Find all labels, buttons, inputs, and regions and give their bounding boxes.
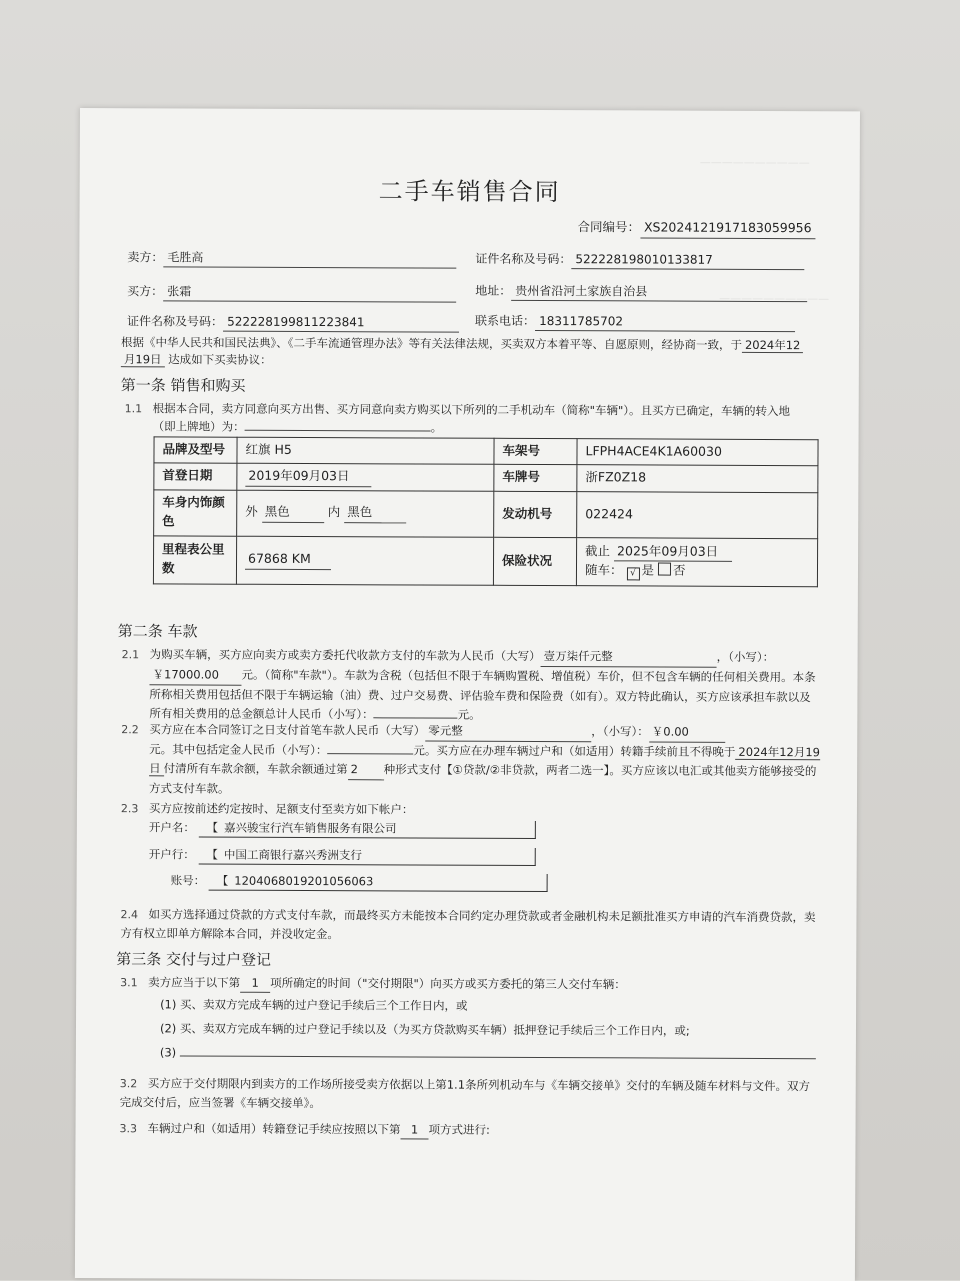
registration-place-field (245, 429, 431, 431)
preamble-text-b: 达成如下买卖协议： (168, 352, 272, 368)
engine-label: 发动机号 (494, 491, 577, 537)
address-label: 地址： (475, 283, 512, 298)
clause-2-1-a: 为购买车辆，买方应向卖方或卖方委托代收款方支付的车款为人民币（大写） (149, 647, 541, 664)
clause-2-4-text: 如买方选择通过贷款的方式支付车款，而最终买方未能按本合同约定办理贷款或者金融机构未足额批准买方申请的汽车消费贷款，卖方有权立即单方解除本合同，并没收定金。 (120, 907, 816, 942)
clause-2-2-body (121, 740, 821, 801)
first-payment-upper: 零元整 (425, 722, 591, 743)
buyer-row (127, 282, 456, 302)
table-row (154, 463, 818, 493)
account-number-text: 1204068019201056063 (234, 873, 374, 889)
first-payment-lower: ￥0.00 (649, 722, 725, 742)
preamble-date-b: 月19日 (121, 352, 165, 367)
clause-2-2-c: 元。其中包括定金人民币（小写）： (149, 742, 328, 758)
clause-2-1-c: 元。（简称"车款"）。车款为含税（包括但不限于车辆购置税、增值税）车价，但不包含车辆的任何相关费用。本条所称相关费用包括但不限于车辆运输（油）费、过户交易费、评估验车费和保险费（如有）。双方特此确认，买方应该承担车款以及所有相关费用的总金额总计人民币（小写）： (149, 667, 816, 722)
article-2-heading: 第二条 车款 (117, 622, 198, 641)
account-name-label: 开户名： (148, 820, 195, 835)
clause-2-2-a: 买方应在本合同签订之日支付首笔车款人民币（大写） (149, 722, 426, 738)
vin-label: 车架号 (494, 438, 577, 464)
clause-number: 2.4 (120, 908, 139, 922)
outer-color-label: 外 (245, 503, 258, 519)
clause-2-2-d: 元。买方应在办理车辆过户和（如适用）转籍手续前且不得晚于 (413, 743, 736, 759)
mileage-value: 67868 KM (245, 550, 331, 570)
inner-color-label: 内 (327, 504, 341, 520)
brand-value: 红旗 H5 (237, 437, 494, 464)
reg-date-cell (237, 463, 494, 491)
contract-number (577, 218, 815, 239)
clause-3-1-b: 项所确定的时间（"交付期限"）向买方或买方委托的第三人交付车辆： (270, 975, 626, 992)
table-row (154, 489, 818, 538)
clause-number: 2.2 (121, 723, 139, 737)
clause-2-1 (121, 645, 821, 726)
account-name-row (149, 819, 536, 839)
preamble (121, 334, 821, 372)
account-name-value: 【 嘉兴骏宝行汽车销售服务有限公司 (198, 820, 535, 840)
checkbox-checked-icon[interactable]: √ (626, 568, 639, 581)
deposit-field (327, 753, 413, 754)
plate-value: 浙FZ0Z18 (577, 464, 818, 492)
account-bank-row (149, 846, 536, 866)
seller-name: 毛胜高 (163, 248, 456, 268)
clause-2-2 (121, 720, 821, 801)
clause-2-1-d: 元。 (457, 707, 481, 722)
account-bank-label: 开户行： (148, 847, 195, 862)
price-upper: 壹万柒仟元整 (541, 647, 717, 668)
with-car-no: 否 (672, 562, 686, 579)
clause-3-1 (120, 974, 626, 994)
with-car-yes: 是 (641, 562, 655, 578)
clause-2-2-f: 种形式支付【①贷款/②非贷款，两者二选一】。买方应该以电汇或其他卖方能够接受的方式支付车款。 (149, 762, 817, 796)
checkbox-empty-icon[interactable] (658, 563, 671, 576)
clause-2-2-b: ，（小写）： (591, 724, 649, 739)
clause-number: 1.1 (124, 402, 143, 416)
account-name-text: 嘉兴骏宝行汽车销售服务有限公司 (223, 820, 397, 836)
with-car-label: 随车： (584, 562, 623, 578)
seller-id-row (475, 250, 804, 270)
clause-3-3 (120, 1120, 490, 1140)
reg-date-label: 首登日期 (154, 463, 237, 490)
seller-id-label: 证件名称及号码： (475, 251, 572, 267)
buyer-id-label: 证件名称及号码： (127, 314, 224, 329)
color-label: 车身内饰颜色 (154, 489, 237, 535)
clause-number: 2.3 (120, 802, 139, 816)
clause-3-2-text: 买方应于交付期限内到卖方的工作场所接受卖方依据以上第1.1条所列机动车与《车辆交接单》交付的车辆及随车材料与文件。双方完成交付后，应当签署《车辆交接单》。 (119, 1076, 811, 1111)
contract-title: 二手车销售合同 (378, 177, 561, 207)
vehicle-table (153, 436, 819, 586)
buyer-id-value: 522228199811223841 (223, 313, 459, 333)
phone-label: 联系电话： (475, 313, 536, 328)
mileage-label: 里程表公里数 (153, 535, 236, 583)
table-row (153, 535, 817, 586)
buyer-name: 张霜 (163, 282, 456, 302)
clause-3-2 (120, 1074, 820, 1115)
seller-id-value: 522228198010133817 (571, 250, 804, 270)
total-fee-field (374, 717, 458, 718)
phone-row (475, 312, 795, 332)
account-bank-text: 中国工商银行嘉兴秀洲支行 (223, 847, 362, 863)
delivery-item: 1 (240, 975, 270, 993)
delivery-option-3-label: (3) (159, 1045, 177, 1060)
transfer-item: 1 (401, 1121, 429, 1139)
buyer-id-row (127, 312, 459, 332)
contract-number-value: XS2024121917183059956 (640, 218, 816, 239)
clause-number: 3.1 (120, 976, 138, 990)
vin-value: LFPH4ACE4K1A60030 (577, 439, 818, 466)
brand-label: 品牌及型号 (154, 437, 237, 463)
delivery-option-3 (160, 1044, 816, 1064)
seller-row (127, 248, 456, 268)
clause-2-3 (121, 800, 414, 819)
clause-2-1-body (121, 665, 821, 726)
delivery-option-1: (1) 买、卖双方完成车辆的过户登记手续后三个工作日内，或 (160, 997, 468, 1013)
phone-value: 18311785702 (535, 312, 795, 332)
insurance-label: 保险状况 (493, 537, 576, 585)
reg-date-value: 2019年09月03日 (245, 466, 371, 486)
clause-number: 3.3 (119, 1122, 138, 1136)
engine-value: 022424 (577, 491, 818, 538)
buyer-label: 买方： (127, 284, 164, 299)
contract-number-label: 合同编号： (577, 219, 641, 235)
payment-mode: 2 (348, 760, 384, 780)
inner-color-value: 黑色 (344, 503, 406, 523)
account-number-row (171, 872, 548, 892)
plate-label: 车牌号 (494, 464, 577, 491)
clause-3-3-a: 车辆过户和（如适用）转籍登记手续应按照以下第 (147, 1121, 401, 1137)
insurance-until-value: 2025年09月03日 (614, 542, 732, 562)
clause-1-1-end: 。 (430, 420, 443, 435)
table-row (154, 437, 818, 466)
clause-number: 2.1 (121, 648, 140, 662)
clause-2-2-e: 付清所有车款余额，车款余额通过第 (163, 761, 348, 777)
clause-3-3-b: 项方式进行: (428, 1122, 490, 1137)
account-number-value: 【 1204068019201056063 (209, 873, 548, 893)
clause-2-3-text: 买方应按前述约定按时、足额支付至卖方如下帐户： (148, 801, 414, 817)
insurance-until-label: 截止 (585, 542, 611, 558)
article-1-heading: 第一条 销售和购买 (120, 376, 246, 395)
account-bank-value: 【 中国工商银行嘉兴秀洲支行 (198, 847, 535, 867)
clause-1-1-text: 根据本合同，卖方同意向买方出售、买方同意向卖方购买以下所列的二手机动车（简称"车辆"）。且买方已确定，车辆的转入地 (152, 401, 791, 419)
clause-2-4 (120, 905, 820, 946)
delivery-option-3-field (180, 1055, 816, 1059)
clause-3-1-a: 卖方应当于以下第 (148, 975, 241, 990)
delivery-option-2: (2) 买、卖双方完成车辆的过户登记手续以及（为买方贷款购买车辆）抵押登记手续后三个工作日内，或; (159, 1021, 690, 1038)
balance-due-date: 2024年12月19日 (149, 744, 821, 776)
account-number-label: 账号： (170, 873, 206, 888)
color-cell (237, 490, 494, 537)
insurance-cell (576, 537, 817, 586)
bleed-through-text: —————————— (719, 291, 830, 306)
contract-page (75, 108, 860, 1281)
preamble-text: 根据《中华人民共和国民法典》、《二手车流通管理办法》等有关法律法规，买卖双方本着平等、自愿原则，经协商一致，于 (120, 335, 743, 352)
price-lower: ￥17000.00 (149, 665, 241, 685)
clause-1-1 (125, 400, 825, 438)
mileage-cell (236, 536, 493, 585)
article-3-heading: 第三条 交付与过户登记 (116, 950, 272, 969)
bleed-through-text: —————————— (699, 155, 810, 170)
clause-2-1-b: ，（小写）： (716, 649, 775, 665)
address-row (475, 282, 807, 302)
outer-color-value: 黑色 (262, 503, 324, 523)
address-value: 贵州省沿河土家族自治县 (511, 282, 807, 302)
clause-1-1-text2: （即上牌地）为： (152, 418, 245, 434)
seller-label: 卖方： (127, 250, 164, 265)
clause-number: 3.2 (119, 1077, 138, 1091)
preamble-date-a: 2024年12 (742, 338, 803, 353)
